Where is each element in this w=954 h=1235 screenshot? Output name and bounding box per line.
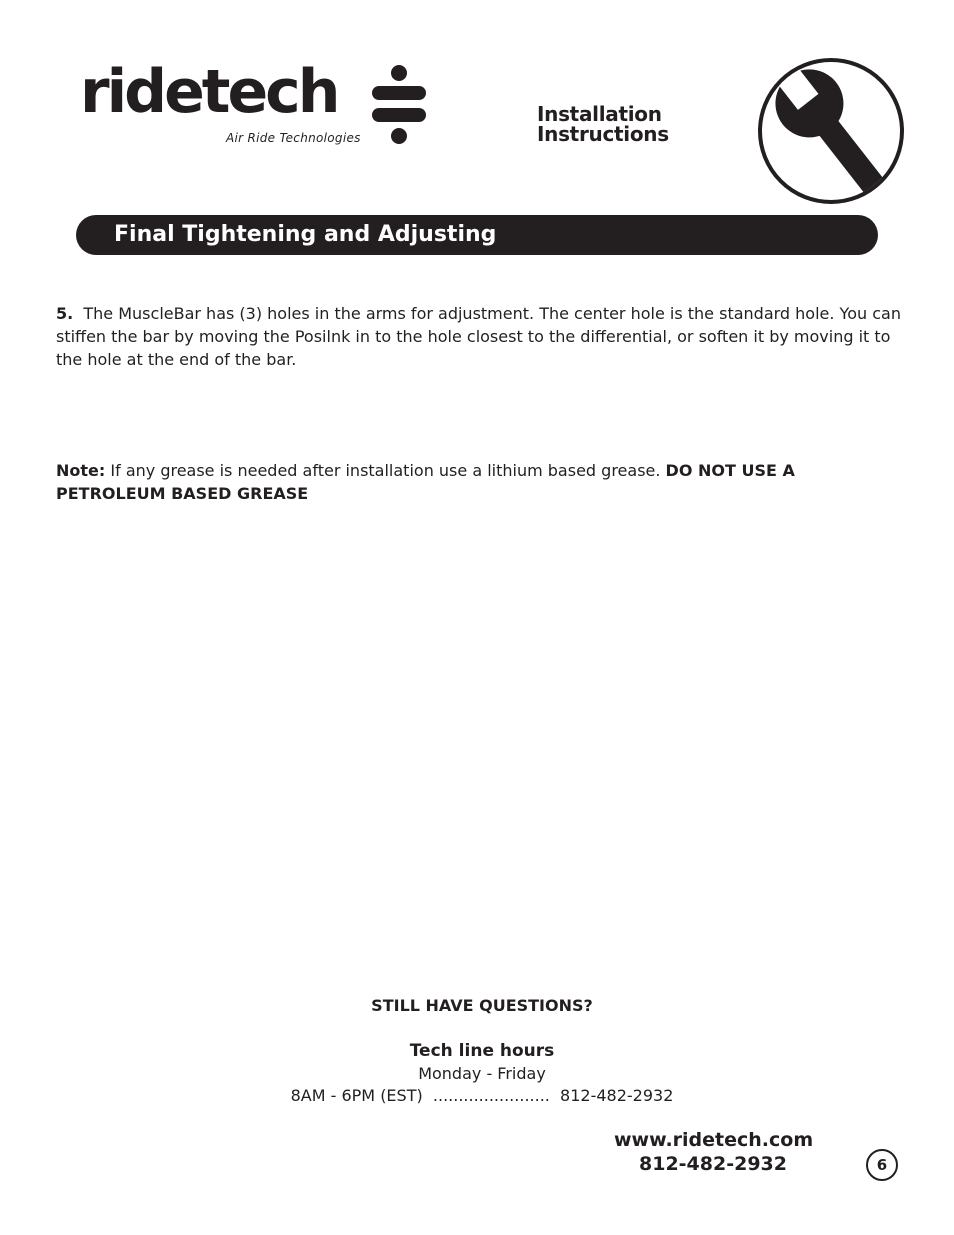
brand-tagline: Air Ride Technologies bbox=[226, 131, 361, 145]
footer-website: www.ridetech.com bbox=[614, 1129, 814, 1151]
note-text: If any grease is needed after installation use a lithium based grease. bbox=[110, 461, 661, 480]
note-label: Note: bbox=[56, 461, 106, 480]
step-number: 5. bbox=[56, 304, 74, 323]
note-paragraph bbox=[56, 459, 902, 505]
step-text: The MuscleBar has (3) holes in the arms for adjustment. The center hole is the standard hole. You can stiffen the bar by moving the Posilnk in to the hole closest to the differential, or soften it by moving it to the hole at the end of the bar. bbox=[56, 304, 901, 369]
brand-logo-wordmark: ridetech bbox=[80, 57, 338, 127]
title-line-1: Installation bbox=[537, 102, 662, 126]
questions-heading: STILL HAVE QUESTIONS? bbox=[371, 996, 593, 1015]
document-type-title bbox=[537, 104, 669, 144]
dot-leader: ....................... bbox=[432, 1086, 550, 1105]
tech-line-days: Monday - Friday bbox=[418, 1064, 546, 1083]
wrench-icon bbox=[756, 56, 906, 206]
tech-line-hours-row bbox=[0, 1086, 954, 1105]
footer-phone: 812-482-2932 bbox=[639, 1153, 787, 1175]
tech-line-hours: 8AM - 6PM (EST) bbox=[290, 1086, 423, 1105]
page-number-badge: 6 bbox=[866, 1149, 898, 1181]
note-warning: DO NOT USE A PETROLEUM BASED GREASE bbox=[56, 461, 795, 503]
tech-line-heading: Tech line hours bbox=[409, 1041, 555, 1061]
tech-line-phone: 812-482-2932 bbox=[560, 1086, 674, 1105]
title-line-2: Instructions bbox=[537, 122, 669, 146]
section-title: Final Tightening and Adjusting bbox=[114, 222, 497, 247]
brand-logo-mark-icon bbox=[368, 64, 430, 146]
step-5-paragraph bbox=[56, 302, 902, 371]
section-header-bar bbox=[76, 215, 878, 255]
